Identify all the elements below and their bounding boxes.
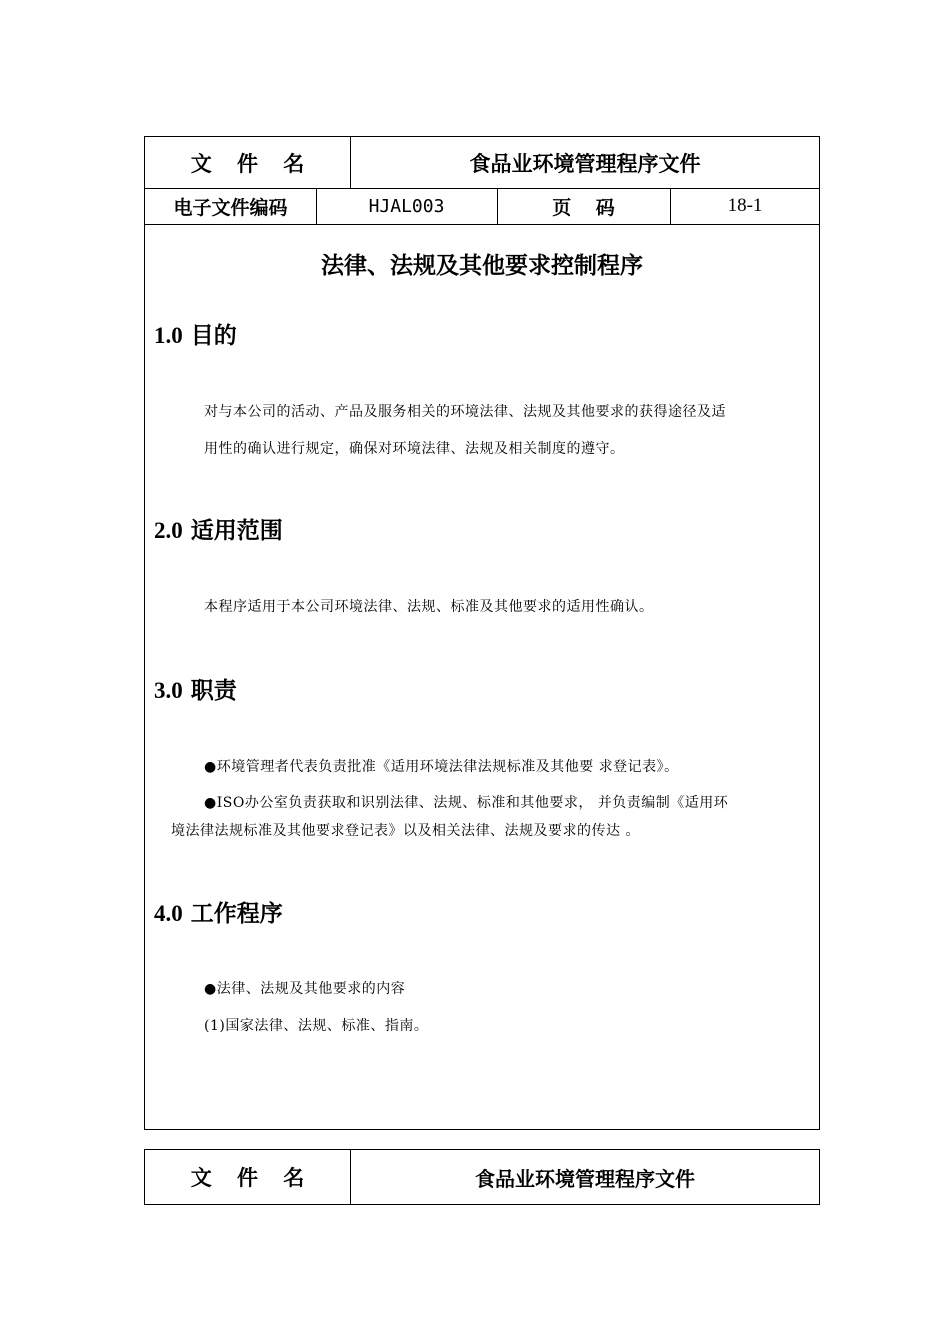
electronic-code-value: HJAL003 <box>368 195 445 217</box>
page-number-label: 页 码 <box>552 196 615 219</box>
file-name-label: 文 件 名 <box>190 151 305 176</box>
file-name-value: 食品业环境管理程序文件 <box>469 151 701 176</box>
section-number: 4.0 <box>154 901 183 926</box>
next-page-header-box <box>144 1149 820 1205</box>
paragraph-line: 境法律法规标准及其他要求登记表》以及相关法律、法规及要求的传达 。 <box>171 823 640 839</box>
section-title: 职责 <box>190 678 237 704</box>
footer-file-name-label: 文 件 名 <box>190 1166 305 1190</box>
paragraph-line: (1)国家法律、法规、标准、指南。 <box>204 1018 429 1034</box>
section-heading-responsibility <box>154 672 237 705</box>
bullet-line: ●环境管理者代表负责批准《适用环境法律法规标准及其他要 求登记表》。 <box>204 759 679 775</box>
section-number: 3.0 <box>154 678 183 703</box>
paragraph-line: 本程序适用于本公司环境法律、法规、标准及其他要求的适用性确认。 <box>204 599 654 615</box>
page-number-value: 18-1 <box>727 195 763 216</box>
meta-row-divider <box>145 224 819 225</box>
section-heading-procedure <box>154 895 283 928</box>
paragraph-line: 用性的确认进行规定，确保对环境法律、法规及相关制度的遵守。 <box>204 441 625 457</box>
section-title: 目的 <box>190 323 237 349</box>
section-title: 工作程序 <box>190 901 283 927</box>
section-title: 适用范围 <box>190 518 283 544</box>
section-heading-purpose <box>154 317 237 350</box>
section-heading-scope <box>154 512 283 545</box>
electronic-code-label: 电子文件编码 <box>173 196 288 219</box>
section-number: 2.0 <box>154 518 183 543</box>
document-title: 法律、法规及其他要求控制程序 <box>321 253 643 279</box>
bullet-line: ●ISO办公室负责获取和识别法律、法规、标准和其他要求， 并负责编制《适用环 <box>204 795 729 811</box>
bullet-line: ●法律、法规及其他要求的内容 <box>204 981 406 997</box>
document-page-box <box>144 136 820 1130</box>
paragraph-line: 对与本公司的活动、产品及服务相关的环境法律、法规及其他要求的获得途径及适 <box>204 404 726 420</box>
footer-file-name-value: 食品业环境管理程序文件 <box>475 1166 695 1191</box>
section-number: 1.0 <box>154 323 183 348</box>
